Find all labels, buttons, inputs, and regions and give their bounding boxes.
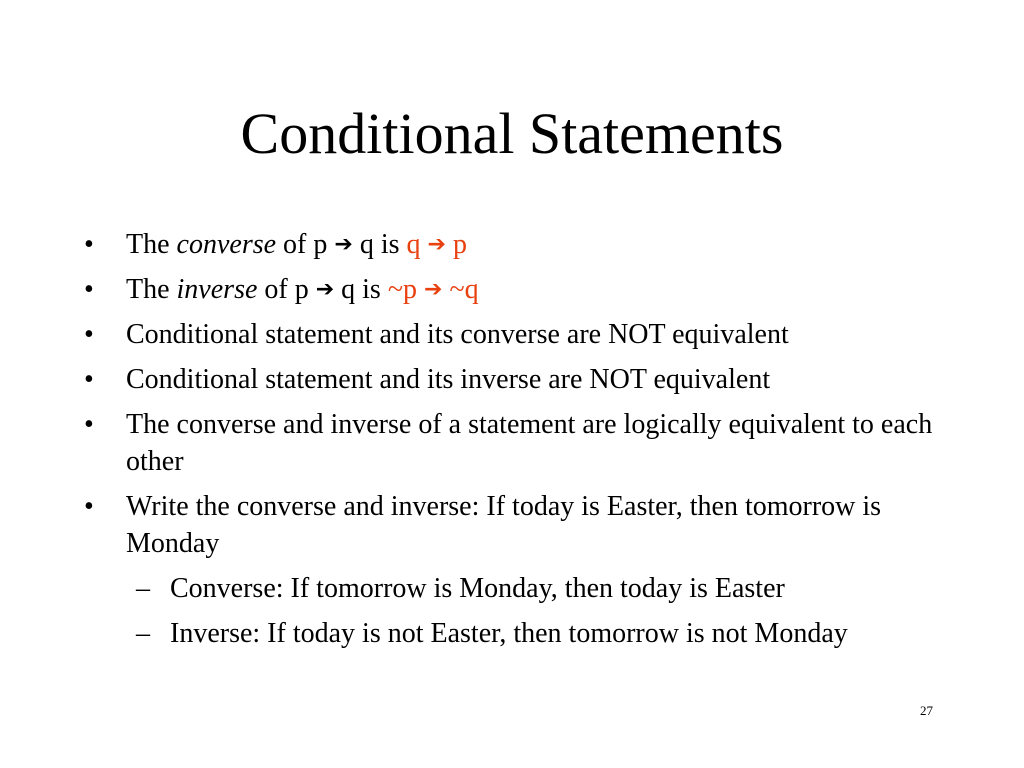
text-segment: q is (334, 274, 388, 305)
sub-bullet-converse (126, 570, 964, 607)
bullet-marker: • (84, 319, 94, 350)
result-right: ~q (442, 274, 479, 305)
page-number: 27 (920, 703, 933, 718)
text-segment: of p (276, 229, 335, 260)
sub-bullet-list (126, 570, 964, 652)
text-segment: The (126, 229, 177, 260)
bullet-list (84, 226, 964, 660)
result-left: q (406, 229, 428, 260)
bullet-marker: • (84, 274, 94, 305)
arrow-right-icon: ➔ (424, 277, 443, 302)
bullet-text: Conditional statement and its converse are NOT equivalent (126, 319, 789, 350)
bullet-converse-definition (84, 226, 964, 263)
arrow-right-icon: ➔ (315, 277, 335, 302)
bullet-marker: • (84, 409, 94, 440)
bullet-marker: • (84, 229, 94, 260)
bullet-text: The converse and inverse of a statement are logically equivalent to each other (126, 409, 933, 477)
sub-bullet-text: Inverse: If today is not Easter, then tomorrow is not Monday (170, 618, 848, 649)
result-right: p (445, 229, 467, 260)
bullet-converse-inverse-equivalent (84, 406, 964, 480)
bullet-exercise (84, 488, 964, 652)
bullet-converse-not-equivalent (84, 316, 964, 353)
sub-bullet-marker: – (136, 573, 150, 604)
term-inverse: inverse (176, 274, 258, 305)
bullet-marker: • (84, 491, 94, 522)
text-segment: of p (257, 274, 316, 305)
result-left: ~p (387, 274, 424, 305)
term-converse: converse (176, 229, 277, 260)
slide-title: Conditional Statements (240, 101, 784, 166)
bullet-marker: • (84, 364, 94, 395)
converse-result (407, 229, 467, 260)
bullet-text: Write the converse and inverse: If today is Easter, then tomorrow is Monday (126, 491, 882, 559)
bullet-inverse-not-equivalent (84, 361, 964, 398)
bullet-inverse-definition (84, 271, 964, 308)
sub-bullet-inverse (126, 615, 964, 652)
sub-bullet-marker: – (136, 618, 150, 649)
arrow-right-icon: ➔ (334, 232, 353, 257)
arrow-right-icon: ➔ (427, 232, 446, 257)
text-segment: q is (352, 229, 407, 260)
text-segment: The (126, 274, 177, 305)
bullet-text: Conditional statement and its inverse are NOT equivalent (126, 364, 771, 395)
sub-bullet-text: Converse: If tomorrow is Monday, then today is Easter (170, 573, 785, 604)
inverse-result (388, 274, 479, 305)
